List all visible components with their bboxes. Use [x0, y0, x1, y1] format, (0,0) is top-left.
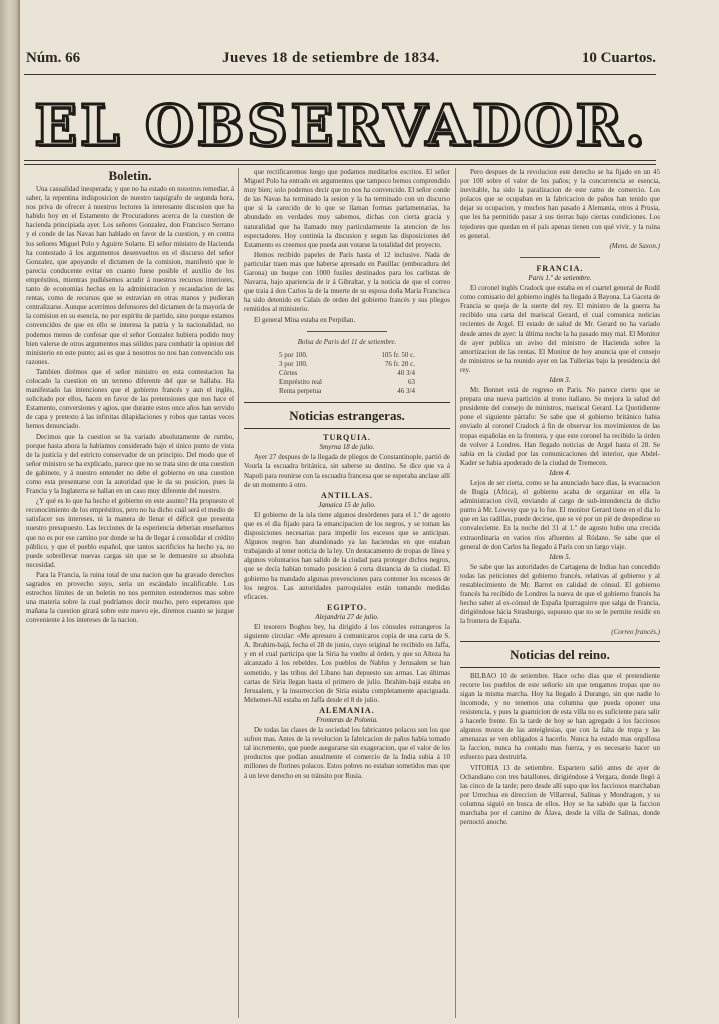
source-signature: (Mens. de Saxon.) — [609, 241, 660, 250]
masthead-rule-bottom — [24, 160, 656, 165]
bolsa-label: 3 por 100. — [279, 359, 308, 368]
newspaper-title — [26, 90, 656, 162]
bolsa-row — [277, 378, 417, 387]
boletin-heading: Boletin. — [108, 168, 152, 183]
article-paragraph: que rectificaremos luego que podamos meditarlos escritos. El señor Miguel Polo ha entrado en argumentos que tampoco hemos comprendido muy bien; solo podemos decir que no nos ha convencido. El señor conde de las Navas ha terminado la sesion y la ha terminado con un discurso que si la carecido de lo que se llaman formas parlamentarias, ha abundado en verdades muy sabemos, dichas con cierta gracia y naturalidad que ha llamado muy particularmente la atencion de los espectadores. Hoy continúa la discusion y segun las disposiciones del Estamento es creemos que pueda aun votarse la totalidad del proyecto. — [244, 168, 450, 249]
column-separator-2 — [455, 168, 456, 1018]
section-rule — [244, 428, 450, 429]
dateline: Fronteras de Polonia. — [316, 715, 378, 724]
article-paragraph: Mr. Bonnet está de regreso en Paris. No parece cierto que se prepara una nueva partición al trono italiano. Se mejora la salud del presidente del consejo de ministros, mariscal Gerard. La Quotidienne pone el siguiente párrafo: Se sabe que el gobierno británico habia enviado al coronel Cradock á fin de observar los movimientos de las tropas españolas en la frontera, y que este coronel ha recibido la órden de volver á Londres. Han llegado noticias de Argel hasta el 28. Se sabia en la ciudad por las comunicaciones del interior, que Abdel-Kader se habia apoderado de la ciudad de Tremecen. — [460, 386, 660, 467]
section-rule — [244, 402, 450, 403]
article-paragraph: Lejos de ser cierta, como se ha anunciado hace dias, la evacuacion de Bugía (Africa), el gobierno acaba de organizar en ella la administracion civil, enviando al cargo de sub-intendencia de dicho punto á Mr. Lowesy que ya lo fue. El monitor Gerard tiene en el dia lo que en las radillas, puede decirse, que se vé por un pié de despedirse su convaleciente. En la noche del 31 al 1.º de agosto hubo una crecida extraordinaria en varios ríos afluentes al Ródano. Se sabe que el general de don Carlos ha llegado á París con un largo viaje. — [460, 479, 660, 551]
section-divider — [520, 257, 600, 258]
bolsa-row — [277, 351, 417, 360]
issue-price: 10 Cuartos. — [581, 50, 656, 66]
masthead-info — [26, 48, 656, 70]
section-heading-egipto: EGIPTO. — [327, 602, 367, 612]
dateline: Idem 5. — [549, 552, 571, 561]
previous-page-edge — [0, 60, 20, 960]
boletin-paragraph: ¿Y qué es lo que ha hecho el gobierno en este asunto? Ha propuesto el reconocimiento de los empréstitos, pero no ha dicho cuál será el medio de satisfacer sus intereses, ni la manera de llenar el déficit que presenta nuestro presupuesto. Las lecciones de la esperiencia deberian enseñarnos que no es por ese camino por donde se ha de llegar á consolidar el crédito público, y que el pueblo español, que tantos sacrificios ha hecho ya, no puede sobrellevar nuevas cargas sin que se le demuestre su absoluta necesidad. — [26, 497, 234, 569]
issue-number: Núm. 66 — [26, 50, 81, 66]
column-2 — [244, 168, 450, 1018]
section-heading-francia: FRANCIA. — [536, 263, 584, 273]
bolsa-label: Córtes — [279, 368, 298, 377]
boletin-paragraph: Una casualidad inesperada; y que no ha estado en nosotros remediar, á saber, la repentina indisposicion de nuestro taquígrafo de segunda hora, nos priva de ofrecer á nuestros lectores la interesante discusion que ha habido hoy en el Estamento de Procuradores acerca de la cuestion de hacienda principiada ayer. Los señores Gonzalez, don Francisco Serrano y el conde de las Navas han hablado en favor de la cuestion, y en contra los señores Miguel Polo y Aguirre Solarte. El señor ministro de Hacienda ha contestado á los argumentos desenvueltos en el discurso del señor Gonzalez, que apoyando el dictamen de la comision, manifestó que le parecia conducente evitar en cuanto fuese posible el auxilio de los empréstitos, mientras pudiésemos acudir á nuestros recursos interiores, tanto de economías hechas en la administracion y recaudacion de las rentas, como de recursos que se estravian en otras manos y pudieran centralizarse. Aunque acerrimos defensores del dictamen de la mayoría de la comision en su esencia, no por espíritu de partido, sino porque estamos convencidos de que en ello se interesa la patria y la nacionalidad, no podemos menos de confesar que el señor Gonzalez hubiera podido muy bien valerse de otros argumentos mas sólidos para combatir la opinion del ministerio en este punto; así es que á nosotros no nos han convencido sus razones. — [26, 185, 234, 366]
column-1 — [26, 168, 234, 1018]
article-paragraph: El tesorero Boghos bey, ha dirigido á los cónsules estrangeros la siguiente circular: «Me apresuro á comunicaros copia de una carta de S. A. Ibrahim-bajá, fecha el 28 de junio, cuyo original he recibido en Jaffa, y en el cual participa que la Siria ha vuelto al órden, y que su Alteza ha alcanzado á los rebeldes. Los pueblos de Nablus y Jerusalem se han sometido, y las tribus del Líbano han depuesto sus armas. Las últimas cartas de Siria llegan hasta el primero de julio. Ibrahim-bajá estaba en Jerusalem, y la insurreccion de Siria estaba completamente apaciguada. Mehemet-Alí estaba en Jaffa desde el 8 de julio. — [244, 623, 450, 704]
bolsa-table — [277, 351, 417, 396]
article-paragraph: El coronel inglés Cradock que estaba en el cuartel general de Rodil como comisario del gobierno inglés ha llegado á Bayona. La Gaceta de Francia se queja de la suerte del rey. El ministro de la guerra ha recibido una carta del mariscal Gerard, el cual comunica noticias recientes de Argel. El estado de salud de Mr. Gerard no ha variado desde antes de ayer: la última noche la ha pasado muy mal. El Monitor de ayer publica un aviso del ministro de Hacienda sobre la amortizacion de las rentas. El Monitor de hoy anuncia que el consejo de ministros se ha reunido ayer en las Tullerías bajo la presidencia del rey. — [460, 284, 660, 374]
article-paragraph: Pero despues de la revolucion este derecho se ha fijado en un 45 por 100 sobre el valor de los paños; y la concurrencia se esencia, inevitable, ha sido la paralizacion de este ramo de comercio. Los polacos que se ocupaban en la fabricacion de paños han tenido que dejar su ocupacion, y muchos han pasado á Alemania, otros á Prusia, que les ha permitido pasar á sus tierras bajo ciertas condiciones. Los tejedores que quedan en el país apenas tienen con qué vivir, y la ruina es general. — [460, 168, 660, 240]
foreign-news-heading: Noticias estrangeras. — [289, 408, 405, 424]
dateline: Idem 4. — [549, 468, 571, 477]
article-paragraph: De todas las clases de la sociedad los fabricantes polacos son los que sufren mas. Antes de la revolucion la fabricacion de paños había tomado tal incremento, que puede asegurarse sin exageracion, que el valor de los productos que podian anualmente el comercio de la India subia á 10 millones de florines polacos. Estos pobres no estaban sometidos mas que á un leve derecho en su tránsito por Rusia. — [244, 726, 450, 780]
bolsa-row — [277, 387, 417, 396]
bolsa-label: Renta perpetua — [279, 387, 322, 396]
bolsa-label: Empréstito real — [279, 377, 322, 386]
article-paragraph: Ayer 27 despues de la llegada de pliegos de Constantinople, partió de Vourla la escuadra británica, sin saberse su destino. Se dice que va á Napoli para reunirse con la escuadra francesa que se esperaba anclase allí de un momento á otro. — [244, 453, 450, 489]
article-paragraph: Se sabe que las autoridades de Cartagena de Indias han concedido todas las peticiones del gobierno francés, relativas al gobierno y al restablecimiento de Mr. Barrot en calidad de cónsul. El gobierno francés ha recibido de Londres la nueva de que el gobierno francés ha hecho saber al ex-cónsul de España Ipurraguirre que salga de Francia, dirigiéndose hácia Strasburgo, supuesto que no se le permite residir en la frontera de España. — [460, 562, 660, 626]
dateline: Smyrna 18 de julio. — [319, 443, 375, 452]
boletin-paragraph: Para la Francia, la ruina total de una nacion que ha gravado derechos sagrados en provecho suyo, seria un escándalo incalificable. Los estrechos límites de un boletin no nos permiten estendernos mas sobre una materia sobre la cual podríamos decir mucho, pero esperamos que mañana la cuestion girará sobre este nuevo eje, diremos cuanto se juzgue conveniente á los intereses de la nacion. — [26, 570, 234, 625]
article-paragraph: BILBAO 10 de setiembre. Hace ocho dias que el pretendiente recorre los pueblos de este señorío sin que tengamos tropas que no sigan la misma marcha. Hoy ha llegado á Durango, sin que nadie lo incomode, y no tenemos una columna que pueda oponer una resistencia, y pues la guarnicion de esta villa no es suficiente para salir á hacerle frente. En la tarde de hoy se han agregado á los facciosos algunos mozos de las anteiglesias, que con la falta de tropa y las amenazas se ven obligados á hacerlo. Nunca ha estado mas orgullosa la faccion, nunca ha contado mas fuerza, y es necesario hacer un esfuerzo para destruirla. — [460, 671, 660, 762]
bolsa-value: 46 3/4 — [397, 387, 415, 396]
section-rule — [460, 667, 660, 668]
dateline: Idem 3. — [549, 375, 571, 384]
boletin-paragraph: Decimos que la cuestion se ha variado absolutamente de rumbo, porque hasta ahora la habíamos considerado bajo el único punto de vista de la justicia y del estricto conservador de un principio. Del modo que el señor ministro se ha explicado, parece que no se trata sino de una cuestion de gabinete, y á nuestro entender no debe el gobierno en una cuestion como esta presentarse con la autoridad que le da su posicion, pues la Francia y la Inglaterra se hallan en un caso muy diferente del nuestro. — [26, 432, 234, 496]
section-heading-alemania: ALEMANIA. — [319, 705, 375, 715]
boletin-paragraph: Tambien dirémos que el señor ministro en esta contestacion ha colocado la cuestion en un terreno diferente del que se hallaba. Ha manifestado las intenciones que el gobierno francés y aun el inglés, solicitado por ellos, hacen en favor de las pretensiones que nos hace el Estamento, conversiones y agios, que durante estos once años han servido de capa y pretexto á las infinitas dilapidaciones y robos que tantas veces hemos denunciado. — [26, 367, 234, 431]
dateline: Paris 1.º de setiembre. — [528, 273, 592, 282]
section-heading-turquia: TURQUIA. — [323, 433, 371, 443]
section-rule — [460, 641, 660, 642]
dateline: Alejandría 27 de julio. — [315, 612, 379, 621]
masthead-rule-top — [24, 74, 656, 75]
bolsa-title: Bolsa de Paris del 11 de setiembre. — [297, 337, 397, 346]
page-content — [24, 0, 714, 1024]
column-separator-1 — [238, 168, 239, 1018]
article-paragraph: VITORIA 13 de setiembre. Espartero salió antes de ayer de Ochandiano con tres batallones, dirigiéndose á Vergara, donde llegó á las cinco de la tarde; pero desde allí supo que los facciosos marchaban por Urrechua en direccion de Villarreal, Salinas y Mondragon, y su columna siguió en busca de ellos. Hoy se ha sabido que la faccion marchaba por el camino de Álava, desde la villa de Salinas, donde pernoctó anoche. — [460, 763, 660, 827]
bolsa-label: 5 por 100. — [279, 350, 308, 359]
bolsa-value: 40 3/4 — [397, 368, 415, 377]
section-divider — [307, 331, 387, 332]
column-3 — [460, 168, 660, 1018]
bolsa-value: 76 fr. 20 c. — [384, 359, 415, 368]
bolsa-row — [277, 369, 417, 378]
article-paragraph: El general Mina estaba en Perpiñan. — [254, 315, 356, 324]
dateline: Jamaica 15 de julio. — [318, 500, 376, 509]
source-signature: (Correo francés.) — [611, 627, 660, 636]
article-paragraph: El gobierno de la isla tiene algunos desórdenes para el 1.º de agosto que es el dia fijado para la emancipacion de los negros, y se toman las disposiciones necesarias para impedir los escesos que se anticipan. Algunos negros han abandonado ya las haciendas en que estaban trabajando al tener noticia de la ley. Un destacamento de tropas de línea y algunos voluntarios han salido de la ciudad para proteger dichos negros, que se decía habían tomado posicion á corta distancia de la ciudad. El gobierno ha mandado algunas prevenciones para contener los escesos de los negros. Las autoridades parroquiales están tomando medidas eficaces. — [244, 510, 450, 601]
bolsa-value: 63 — [408, 377, 415, 386]
section-heading-antillas: ANTILLAS. — [321, 490, 373, 500]
issue-date: Jueves 18 de setiembre de 1834. — [222, 50, 440, 66]
bolsa-value: 105 fr. 50 c. — [381, 350, 415, 359]
newspaper-title-text: EL OBSERVADOR. — [34, 93, 648, 159]
kingdom-news-heading: Noticias del reino. — [510, 646, 610, 662]
article-paragraph: Hemos recibido papeles de Paris hasta el 12 inclusive. Nada de particular traen mas que haberse apresado en Pauillac (embocadura del Garona) un buque con 1000 fusiles destinados para los carlistas de Navarra, bajo apariencia de ir á Gibraltar, y la noticia de que el correo que traia á don Carlos la de la muerte de su esposa doña María Francisca ha sido detenido en Calais de orden del gobierno francés y sus pliegos remitidos al ministerio. — [244, 250, 450, 314]
bolsa-row — [277, 360, 417, 369]
